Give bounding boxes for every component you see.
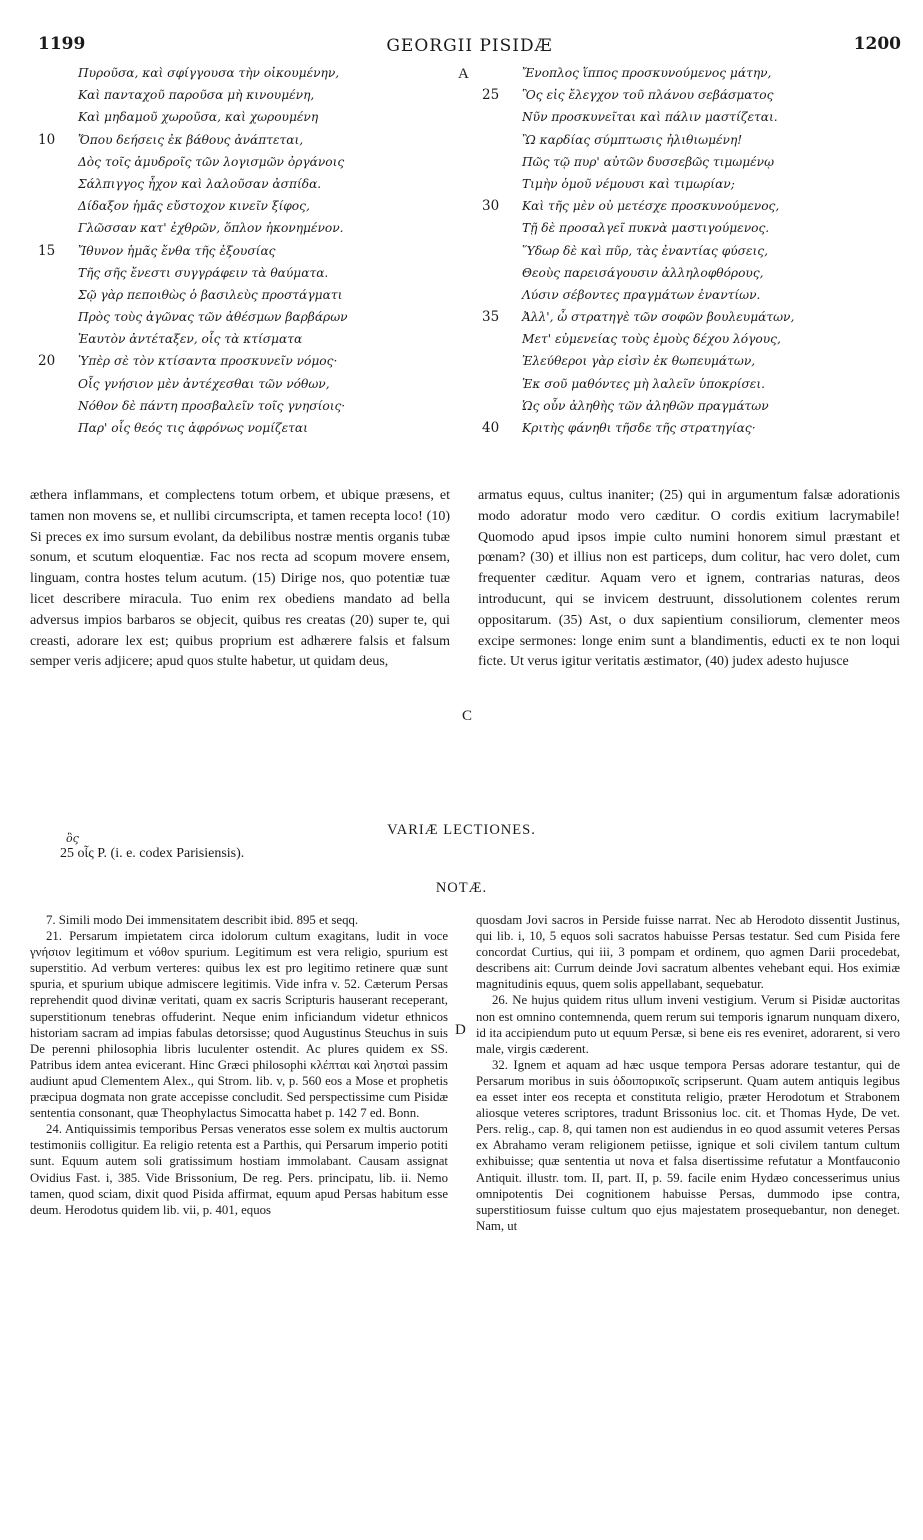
verse-line	[482, 328, 902, 350]
note-paragraph: 24. Antiquissimis temporibus Persas veneratos esse solem ex multis auctorum testimoniis colligitur. Ea religio retenta est a Parthis, qui Persarum imperio potiti sunt. Equum autem soli gratissimum hostiam immolabant. Causam assignat Ovidius Fast. i, 385. Vide Brissonium, De reg. Pers. principatu, lib. ii. Nemo tamen, quod sciam, dixit quod Pisida affirmat, equum apud Persas habitum esse deum. Herodotus quidem lib. vii, p. 401, equos	[30, 1122, 448, 1217]
verse-line	[38, 373, 458, 395]
page-number-left: 1199	[38, 34, 86, 54]
verse-text: Τῆς σῆς ἔνεστι συγγράφειν τὰ θαύματα.	[78, 265, 329, 280]
verse-number: 25	[482, 87, 500, 104]
note-paragraph: 32. Ignem et aquam ad hæc usque tempora Persas adorare testantur, qui de Persarum moribus in suis ὁδοιπορικοῖς scripserunt. Quam autem antiquis legibus ea esset inter eos recepta et constituta religio, præter Herodotum et Strabonem aliosque veteres scriptores, tradunt Brissonius loc. cit. et Thomas Hyde, De vet. Pers. relig., cap. 8, qui tamen non est audiendus in eo quod assumit veteres Persas ex Abrahamo veram religionem petiisse, ignique et soli civilem tantum cultum exhibuisse; quæ sententia ut nova et falsa disertissime refutatur a Montfauconio Antiquit. illustr. tom. II, part. II, p. 59. facile enim Hydæo concesserimus unius omnipotentis Dei cognitionem habuisse Persas, dummodo ipse contra, superstitiosum fuisse cultum quo ejus majestatem prosequebantur, non deneget. Nam, ut	[476, 1057, 900, 1233]
verse-line	[38, 217, 458, 239]
verse-text: Θεοὺς παρεισάγουσιν ἀλληλοφθόρους,	[522, 265, 764, 280]
latin-translation-left: æthera inflammans, et complectens totum orbem, et ubique præsens, et tamen non movens se, et nullibi circumscripta, et tamen recepta loco! (10) Si preces ex imo sursum evolant, da debilibus nostræ mentis organis tubæ sonum, et scutum eloquentiæ. Fac nos recta ad scopum movere ensem, linguam, contra hostes telum acutum. (15) Dirige nos, quo potentiæ tuæ licet describere miracula. Tuo enim rex obediens mandato ad bella adversus impios barbaros se objecit, quibus res creatas (20) super te, qui creasti, adorare lex est; quibus proprium est adhærere falsis et falsum semper veris adjicere; apud quos stulte habetur, ut quidam deus,	[30, 488, 450, 670]
verse-line	[482, 395, 902, 417]
verse-text: Ὕδωρ δὲ καὶ πῦρ, τὰς ἐναντίας φύσεις,	[522, 243, 768, 258]
verse-text: Σάλπιγγος ἦχον καὶ λαλοῦσαν ἀσπίδα.	[78, 176, 322, 191]
verse-text: Καὶ τῆς μὲν οὐ μετέσχε προσκυνούμενος,	[522, 199, 780, 214]
verse-line	[482, 84, 902, 106]
verse-text: Πῶς τῷ πυρ' αὐτῶν δυσσεβῶς τιμωμένῳ	[522, 154, 775, 169]
verse-number: 35	[482, 309, 500, 326]
margin-marker-a: A	[458, 66, 469, 82]
notes-right-column	[476, 912, 900, 1234]
variant-reading-line: 25 οἷς P. (i. e. codex Parisiensis).	[60, 846, 245, 861]
verse-text: Ὢ καρδίας σύμπτωσις ἠλιθιωμένη!	[522, 132, 743, 147]
verse-text: Σῷ γὰρ πεποιθὼς ὁ βασιλεὺς προστάγματι	[78, 287, 343, 302]
latin-translation-right: armatus equus, cultus inaniter; (25) qui in argumentum falsæ adorationis modo adoratur modo vero cæditur. O cordis exitium lacrymabile! Quomodo apud ipsos impie culto numini honorem simul præstant et pœnam? (30) et illius non est particeps, dum colitur, hac vero dolet, cum frequenter cæditur. Aquam vero et ignem, contrarias naturas, deos introducunt, qui se invicem destruunt, dissolutionem colentes rerum oppositarum. (35) Ast, o dux sapientium consiliorum, clementer meos excipe sermones: longe enim sunt a blandimentis, educti ex te non loqui ficte. Ut verus igitur veritatis æstimator, (40) judex adesto hujusce	[478, 488, 900, 670]
verse-line	[38, 328, 458, 350]
verse-text: Παρ' οἷς θεός τις ἀφρόνως νομίζεται	[78, 421, 308, 435]
verse-line	[482, 195, 902, 217]
verse-line	[482, 240, 902, 262]
verse-line	[38, 350, 458, 372]
verse-line	[38, 240, 458, 262]
margin-marker-c: C	[462, 708, 473, 724]
verse-text: Ἐλεύθεροι γὰρ εἰσὶν ἐκ θωπευμάτων,	[522, 354, 756, 369]
verse-text: Ὡς οὖν ἀληθὴς τῶν ἀληθῶν πραγμάτων	[522, 398, 769, 413]
verse-line	[38, 151, 458, 173]
note-paragraph: quosdam Jovi sacros in Perside fuisse narrat. Nec ab Herodoto dissentit Justinus, qui lib. i, 10, 5 equos soli sacratos habuisse Persas testatur. Sed cum Pisida fere concordat Curtius, qui iii, 3 pompam et ordinem, quo agmen Darii procedebat, describens ait: Currum deinde Jovi sacratum albentes vehebant equi. Hos eximiæ magnitudinis equus, quem solis appellabant, sequebatur.	[476, 913, 900, 992]
verse-line	[38, 195, 458, 217]
verse-line	[482, 417, 902, 439]
verse-line	[482, 262, 902, 284]
notes-left-column	[30, 912, 448, 1218]
verse-line	[38, 173, 458, 195]
verse-line	[482, 173, 902, 195]
verse-line	[482, 106, 902, 128]
verse-text: Πυροῦσα, καὶ σφίγγουσα τὴν οἰκουμένην,	[78, 66, 340, 80]
verse-text: Τιμὴν ὁμοῦ νέμουσι καὶ τιμωρίαν;	[522, 176, 735, 191]
verse-line	[482, 151, 902, 173]
verse-line	[38, 395, 458, 417]
verse-line	[38, 306, 458, 328]
verse-line	[38, 417, 458, 439]
verse-line	[482, 217, 902, 239]
verse-number: 10	[38, 131, 56, 148]
notes-heading: NOTÆ.	[435, 880, 488, 896]
verse-line	[482, 62, 902, 84]
verse-line	[38, 84, 458, 106]
verse-number: 30	[482, 198, 500, 215]
verse-number: 15	[38, 242, 56, 259]
verse-text: Ἐκ σοῦ μαθόντες μὴ λαλεῖν ὑποκρίσει.	[522, 376, 766, 391]
verse-line	[38, 62, 458, 84]
greek-verse-left-column	[38, 62, 458, 439]
running-header	[38, 34, 901, 56]
verse-text: Νόθον δὲ πάντη προσβαλεῖν τοῖς γνησίοις·	[78, 398, 346, 413]
verse-line	[482, 129, 902, 151]
verse-text: Γλῶσσαν κατ' ἐχθρῶν, ὅπλον ἠκονημένον.	[78, 221, 344, 236]
verse-text: Ἑαυτὸν ἀντέταξεν, οἷς τὰ κτίσματα	[78, 332, 303, 347]
verse-text: Ἔνοπλος ἵππος προσκυνούμενος μάτην,	[522, 66, 772, 80]
verse-line	[482, 373, 902, 395]
verse-text: Ὑπὲρ σὲ τὸν κτίσαντα προσκυνεῖν νόμος·	[78, 354, 338, 369]
verse-line	[482, 350, 902, 372]
verse-text: Μετ' εὐμενείας τοὺς ἐμοὺς δέχου λόγους,	[522, 332, 781, 347]
verse-text: Τῇ δὲ προσαλγεῖ πυκνὰ μαστιγούμενος.	[522, 221, 770, 236]
greek-verse-right-column	[482, 62, 902, 439]
margin-marker-d: D	[455, 1022, 466, 1038]
verse-number: 20	[38, 353, 56, 370]
verse-text: Ὅπου δεήσεις ἐκ βάθους ἀνάπτεται,	[78, 132, 304, 147]
verse-line	[38, 129, 458, 151]
running-title: GEORGII PISIDÆ	[386, 36, 553, 56]
verse-text: Καὶ πανταχοῦ παροῦσα μὴ κινουμένη,	[78, 88, 315, 103]
verse-text: Καὶ μηδαμοῦ χωροῦσα, καὶ χωρουμένη	[78, 110, 319, 125]
verse-text: Κριτὴς φάνηθι τῆσδε τῆς στρατηγίας·	[522, 421, 756, 435]
verse-text: Ἀλλ', ὦ στρατηγὲ τῶν σοφῶν βουλευμάτων,	[522, 310, 795, 325]
verse-text: Νῦν προσκυνεῖται καὶ πάλιν μαστίζεται.	[522, 110, 778, 125]
verse-text: Ὃς εἰς ἔλεγχον τοῦ πλάνου σεβάσματος	[522, 88, 774, 103]
variant-reading-superscript: ὃς	[66, 832, 79, 845]
verse-text: Λύσιν σέβοντες πραγμάτων ἐναντίων.	[522, 287, 761, 302]
page-number-right: 1200	[853, 34, 901, 54]
verse-line	[482, 306, 902, 328]
note-paragraph: 21. Persarum impietatem circa idolorum cultum exagitans, ludit in voce γνήσιον legitimum et νόθον spurium. Legitimum est vera religio, spurium est superstitio. Ad verbum verteres: quibus lex est pro legitimo retinere quæ sunt spuria, et spurium ubique admiscere legitimis. Vide infra v. 52. Cæterum Persas reprehendit quod divinæ veritati, quam ex sacris Scripturis hauserant receperant, superstitionum tenebras offuderint. Neque enim inficiandum videtur ethnicos historiam sacram ad impias fabulas detorsisse; quod Augustinus Steuchus in suis De perenni philosophia libris luculenter ostendit. Ac plures quidem ex SS. Patribus idem antea evicerant. Hinc Græci philosophi κλέπται καὶ λησταὶ passim audiunt apud Clementem Alex., qui Strom. lib. v, p. 560 eos a Mose et prophetis præcipua dogmata non grate accepisse concludit. Sed perspectissime cum Pisidæ sententia consonant, quæ Theophylactus Simocatta habet p. 142 7 ed. Bonn.	[30, 929, 448, 1121]
verse-line	[38, 284, 458, 306]
verse-line	[38, 262, 458, 284]
verse-text: Δίδαξον ἡμᾶς εὔστοχον κινεῖν ξίφος,	[78, 199, 310, 214]
verse-text: Ἴθυνον ἡμᾶς ἔνθα τῆς ἐξουσίας	[78, 243, 276, 258]
verse-text: Πρὸς τοὺς ἀγῶνας τῶν ἀθέσμων βαρβάρων	[78, 310, 348, 325]
verse-line	[482, 284, 902, 306]
variant-readings-heading: VARIÆ LECTIONES.	[387, 822, 536, 838]
verse-line	[38, 106, 458, 128]
note-paragraph: 7. Simili modo Dei immensitatem describit ibid. 895 et seqq.	[46, 913, 359, 927]
note-paragraph: 26. Ne hujus quidem ritus ullum inveni vestigium. Verum si Pisidæ auctoritas non est omnino contemnenda, quem rerum sui temporis ignarum nunquam dixero, id ita accipiendum puto ut equum Persæ, si bene eis res eveniret, adorarent, si vero male, virgis cæderent.	[476, 993, 900, 1056]
verse-text: Δὸς τοῖς ἀμυδροῖς τῶν λογισμῶν ὀργάνοις	[78, 154, 345, 169]
verse-number: 40	[482, 420, 500, 436]
verse-text: Οἷς γνήσιον μὲν ἀντέχεσθαι τῶν νόθων,	[78, 376, 330, 391]
